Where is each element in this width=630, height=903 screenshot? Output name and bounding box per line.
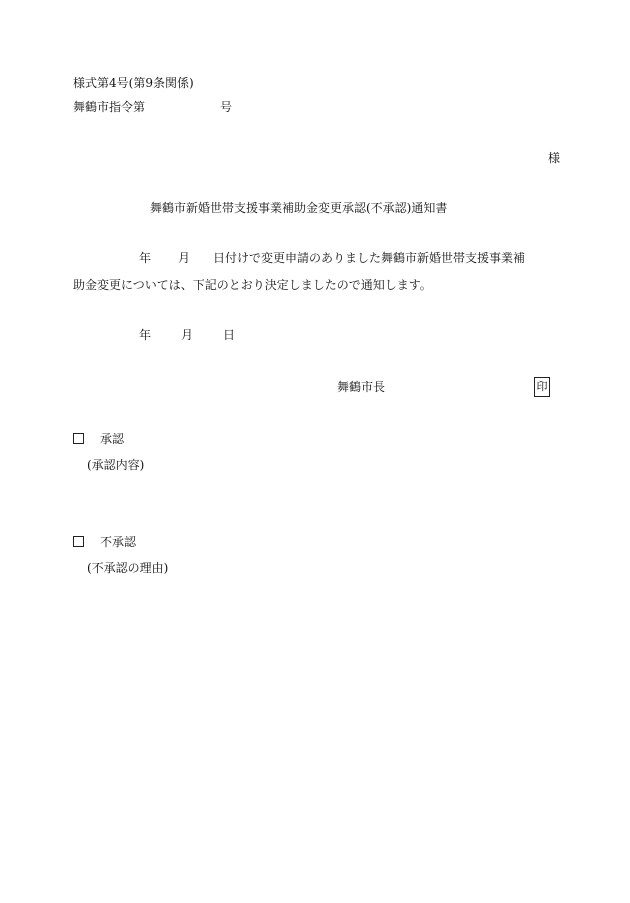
reject-note: (不承認の理由)	[87, 561, 169, 575]
reject-option	[73, 535, 136, 549]
approve-label: 承認	[100, 432, 125, 446]
reject-label: 不承認	[100, 535, 137, 549]
body-line-2: 助金変更については、下記のとおり決定しましたので通知します。	[73, 278, 432, 292]
body-year: 年	[139, 251, 152, 265]
directive-number-suffix: 号	[220, 100, 233, 114]
issue-year: 年	[139, 328, 152, 342]
document-title: 舞鶴市新婚世帯支援事業補助金変更承認(不承認)通知書	[150, 201, 448, 215]
body-month: 月	[178, 251, 191, 265]
directive-number-prefix: 舞鶴市指令第	[73, 100, 146, 114]
addressee-honorific: 様	[547, 151, 560, 165]
issue-day: 日	[223, 328, 236, 342]
form-number: 様式第4号(第9条関係)	[73, 76, 194, 90]
approve-note: (承認内容)	[87, 458, 145, 472]
reject-checkbox-icon	[73, 536, 84, 547]
issuer-name: 舞鶴市長	[337, 380, 386, 394]
seal-box: 印	[534, 377, 550, 397]
issue-month: 月	[181, 328, 194, 342]
approve-checkbox-icon	[73, 433, 84, 444]
body-line-1-text: 日付けで変更申請のありました舞鶴市新婚世帯支援事業補	[213, 251, 526, 265]
body-line-1	[73, 251, 525, 265]
issue-date	[139, 328, 235, 342]
approve-option	[73, 432, 124, 446]
